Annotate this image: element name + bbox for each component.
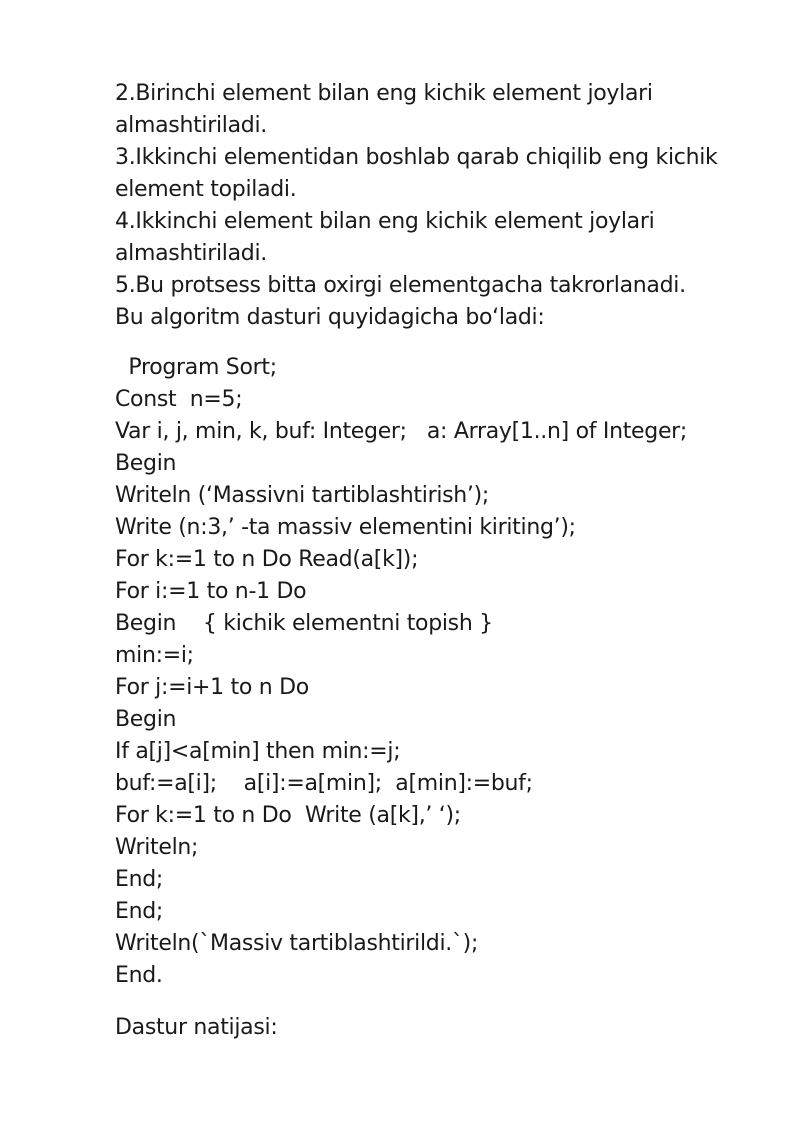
code-line: Begin [115, 707, 177, 732]
code-line: Write (n:3,’ -ta massiv elementini kiriting’); [115, 515, 576, 540]
spacer [115, 992, 755, 1012]
code-line: min:=i; [115, 643, 194, 668]
intro-line: 3.Ikkinchi elementidan boshlab qarab chiqilib eng kichik [115, 145, 718, 170]
intro-line: almashtiriladi. [115, 113, 267, 138]
code-line: Begin { kichik elementni topish } [115, 611, 493, 636]
code-line: Var i, j, min, k, buf: Integer; a: Array[1..n] of Integer; [115, 419, 688, 444]
code-line: Program Sort; [115, 355, 277, 380]
code-line: For i:=1 to n-1 Do [115, 579, 307, 604]
code-line: Writeln(`Massiv tartiblashtirildi.`); [115, 931, 479, 956]
code-line: For k:=1 to n Do Write (a[k],’ ‘); [115, 803, 461, 828]
spacer [115, 334, 755, 352]
code-line: Writeln; [115, 835, 199, 860]
intro-line: Bu algoritm dasturi quyidagicha bo‘ladi: [115, 305, 545, 330]
code-line: Const n=5; [115, 387, 243, 412]
code-line: buf:=a[i]; a[i]:=a[min]; a[min]:=buf; [115, 771, 533, 796]
intro-line: 2.Birinchi element bilan eng kichik element joylari [115, 81, 653, 106]
intro-line: 4.Ikkinchi element bilan eng kichik element joylari [115, 209, 655, 234]
code-line: For j:=i+1 to n Do [115, 675, 309, 700]
intro-line: 5.Bu protsess bitta oxirgi elementgacha takrorlanadi. [115, 273, 686, 298]
intro-paragraph [115, 78, 755, 334]
code-line: End. [115, 963, 163, 988]
intro-line: almashtiriladi. [115, 241, 267, 266]
code-listing [115, 352, 755, 992]
intro-line: element topiladi. [115, 177, 297, 202]
code-line: End; [115, 867, 164, 892]
result-heading: Dastur natijasi: [115, 1015, 278, 1040]
code-line: If a[j]<a[min] then min:=j; [115, 739, 401, 764]
code-line: Begin [115, 451, 177, 476]
code-line: Writeln (‘Massivni tartiblashtirish’); [115, 483, 490, 508]
code-line: End; [115, 899, 164, 924]
document-page [115, 78, 755, 1044]
code-line: For k:=1 to n Do Read(a[k]); [115, 547, 419, 572]
